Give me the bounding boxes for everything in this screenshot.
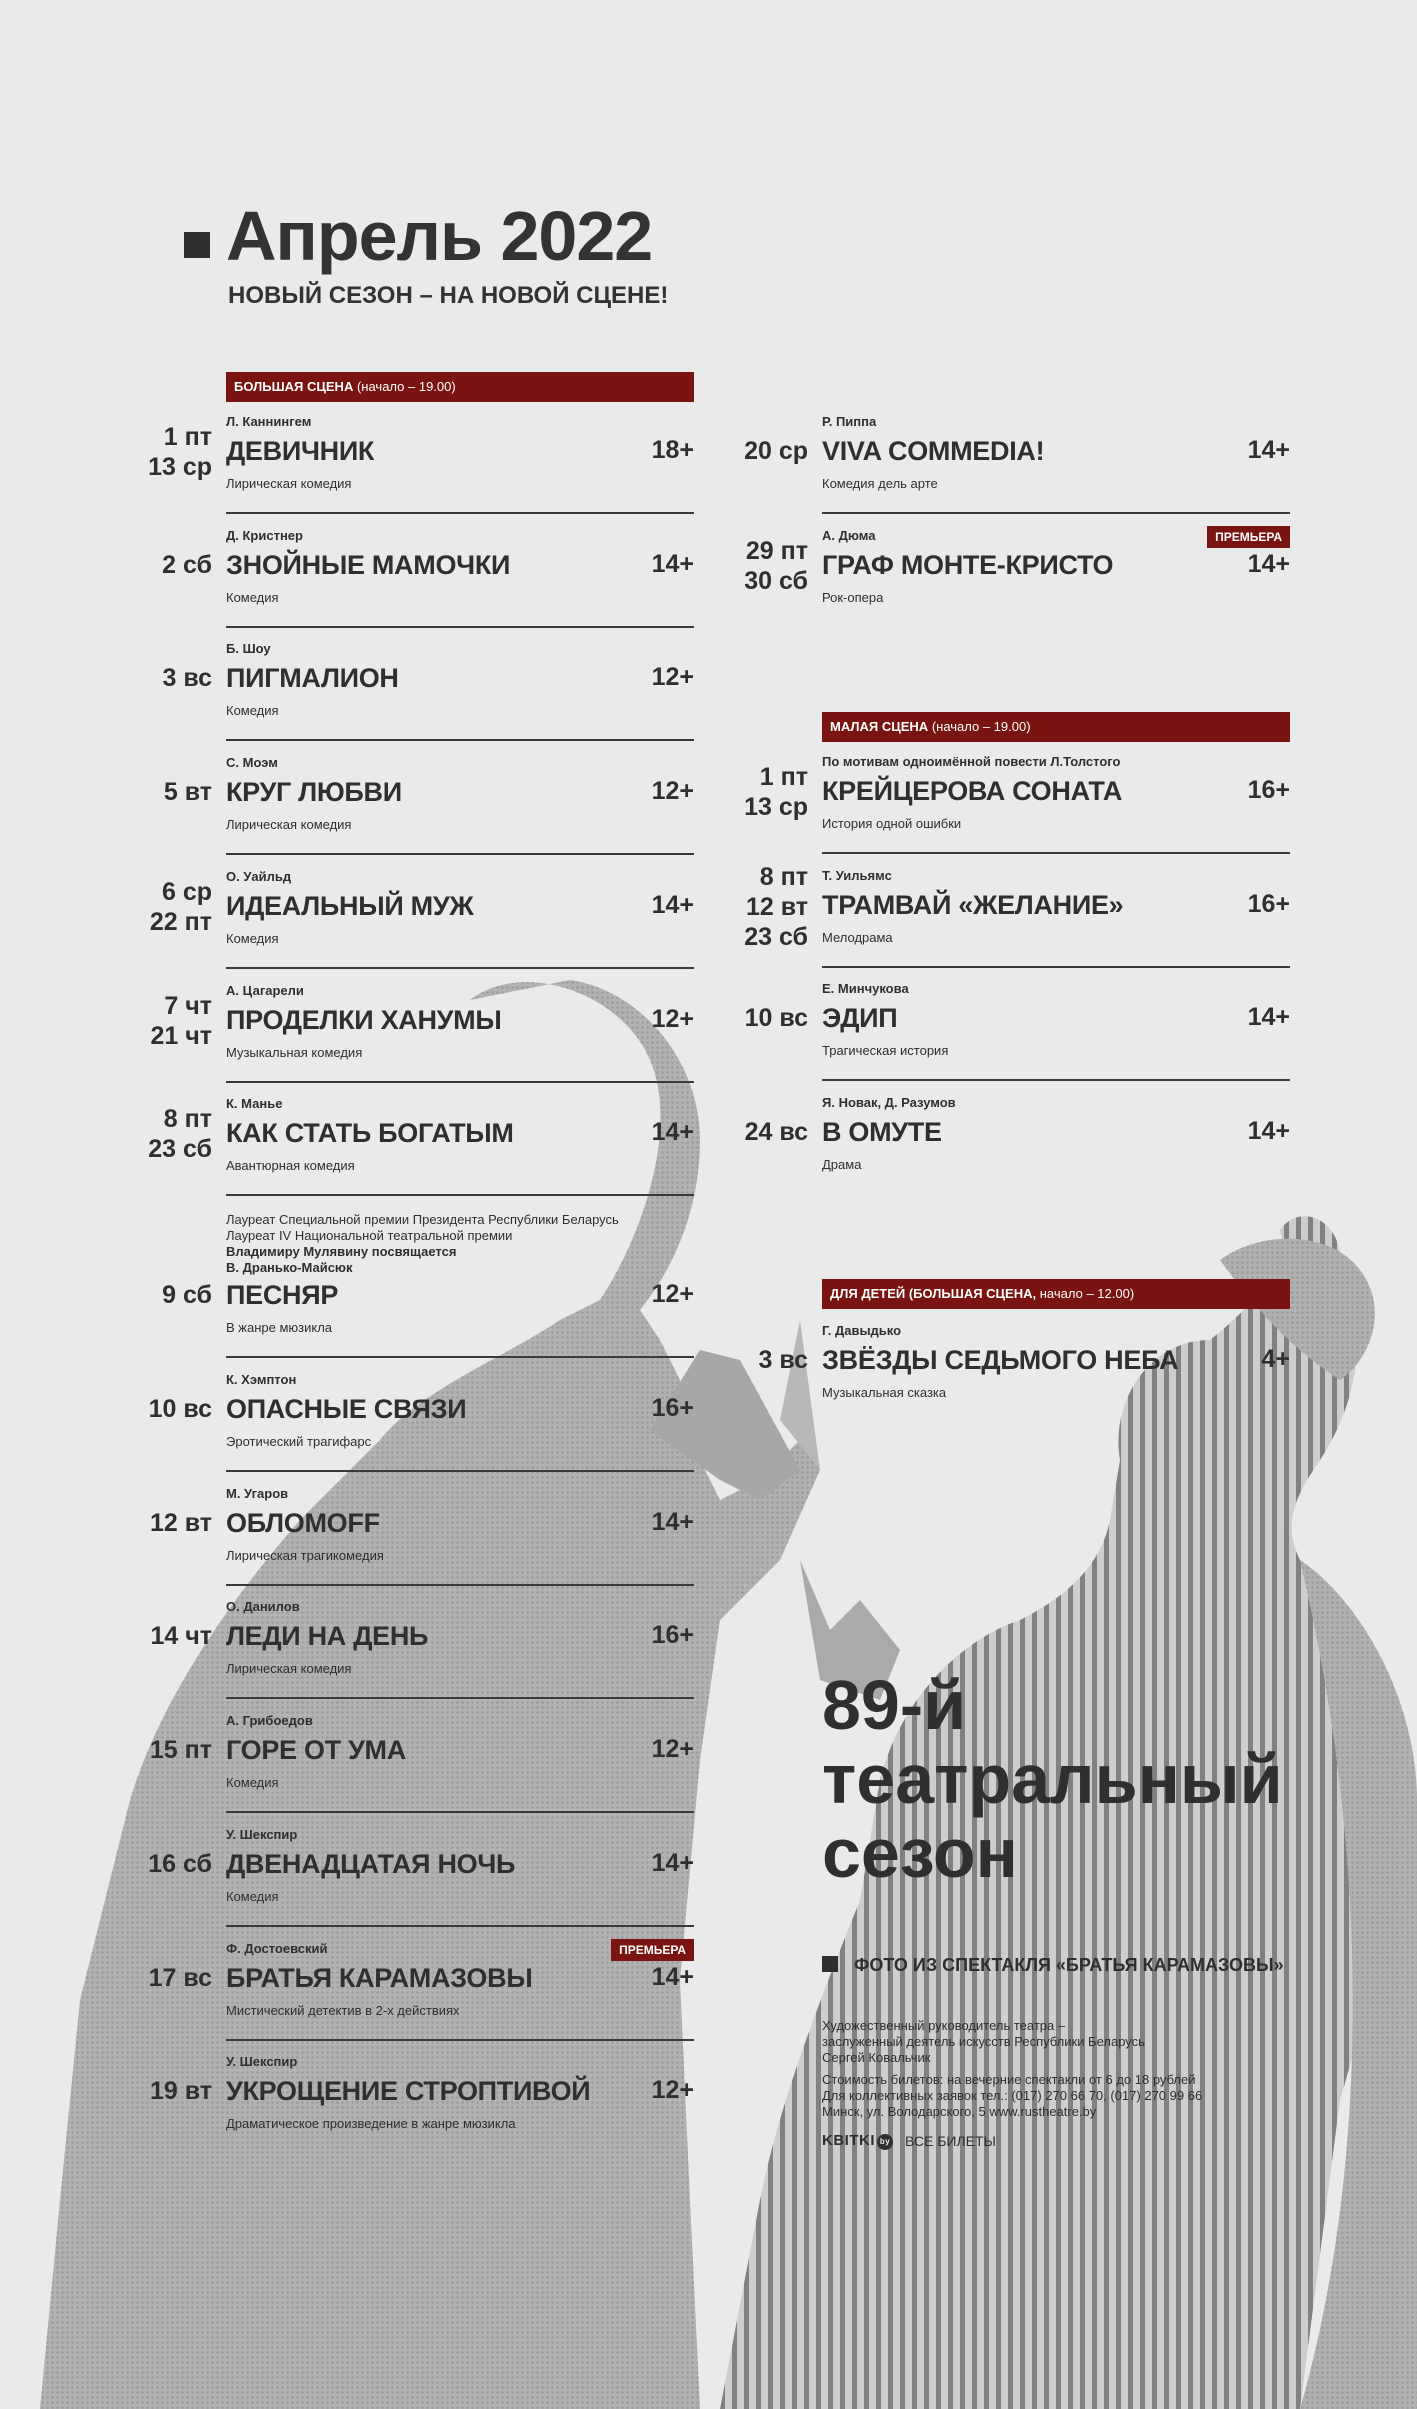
entry-title: ОПАСНЫЕ СВЯЗИ <box>226 1394 467 1424</box>
entry-dates <box>688 1117 808 1147</box>
entry-date: 12 вт <box>149 1508 212 1537</box>
schedule-entry <box>149 855 694 969</box>
entry-author: Т. Уильямс <box>822 867 892 883</box>
schedule-entry <box>148 1082 694 1196</box>
entry-genre: В жанре мюзикла <box>226 1320 333 1335</box>
page-subtitle: НОВЫЙ СЕЗОН – НА НОВОЙ СЦЕНЕ! <box>228 282 669 309</box>
entry-author: А. Дюма <box>822 527 876 543</box>
info-line: Минск, ул. Володарского, 5 www.rustheatre.by <box>822 2104 1097 2119</box>
entry-date: 13 ср <box>744 793 808 821</box>
entry-author: М. Угаров <box>226 1485 289 1501</box>
entry-age: 14+ <box>651 1962 694 1991</box>
entry-age: 14+ <box>651 890 694 919</box>
entry-age: 4+ <box>1261 1345 1290 1373</box>
entry-title: В ОМУТЕ <box>822 1117 942 1148</box>
entry-age: 14+ <box>651 1848 694 1877</box>
entry-author: К. Хэмптон <box>226 1372 297 1387</box>
entry-dates <box>92 1849 212 1879</box>
entry-genre: Комедия дель арте <box>822 476 938 491</box>
contact-info <box>822 2072 1202 2120</box>
schedule-entry <box>149 1699 694 1813</box>
entry-author: О. Уайльд <box>226 868 292 884</box>
entry-age: 12+ <box>651 2076 694 2105</box>
entry-date: 16 сб <box>148 1849 212 1878</box>
section-big-stage <box>226 372 694 402</box>
director-info <box>822 2018 1202 2066</box>
entry-genre: Комедия <box>226 930 279 946</box>
section-kids <box>822 1279 1290 1309</box>
photo-caption-text: ФОТО ИЗ СПЕКТАКЛЯ «БРАТЬЯ КАРАМАЗОВЫ» <box>854 1955 1284 1975</box>
season-heading <box>822 1668 1283 1890</box>
entry-title: КРЕЙЦЕРОВА СОНАТА <box>822 776 1123 806</box>
entry-title: ПЕСНЯР <box>226 1280 339 1310</box>
section-small-stage <box>822 712 1290 742</box>
entry-date: 24 вс <box>744 1118 808 1147</box>
entry-date: 6 ср <box>161 877 212 906</box>
entry-dates <box>688 1003 808 1033</box>
entry-dates <box>92 1280 212 1310</box>
entry-title: ТРАМВАЙ «ЖЕЛАНИЕ» <box>822 889 1124 920</box>
entry-age: 16+ <box>651 1621 694 1650</box>
entry-title: ИДЕАЛЬНЫЙ МУЖ <box>226 890 474 921</box>
entry-dates <box>92 877 212 937</box>
kvitki-logo[interactable] <box>822 2132 893 2150</box>
entry-author: Р. Пиппа <box>822 414 877 429</box>
entry-date: 29 пт <box>745 536 808 565</box>
entry-author: С. Моэм <box>226 755 278 771</box>
schedule-entry <box>744 514 1290 628</box>
entry-genre: Лирическая комедия <box>226 1661 352 1677</box>
entry-date: 23 сб <box>744 922 808 951</box>
entry-date: 2 сб <box>162 550 212 579</box>
info-line: Сергей Ковальчик <box>822 2050 931 2065</box>
all-tickets-logo[interactable]: ВСЕ БИЛЕТЫ <box>905 2133 996 2149</box>
entry-age: 14+ <box>1247 436 1290 464</box>
info-line: Художественный руководитель театра – <box>822 2018 1066 2033</box>
entry-age: 16+ <box>651 1394 694 1422</box>
entry-author: Ф. Достоевский <box>226 1940 328 1956</box>
schedule-entry <box>744 854 1290 968</box>
entry-dates <box>92 2076 212 2106</box>
entry-age: 14+ <box>651 1507 694 1536</box>
entry-date: 1 пт <box>163 423 212 451</box>
schedule-entry-pesnyar <box>162 1196 694 1358</box>
entry-author: О. Данилов <box>226 1599 300 1615</box>
entry-date: 14 чт <box>150 1622 212 1651</box>
entry-genre: История одной ошибки <box>822 816 962 831</box>
entry-genre: Комедия <box>226 1775 279 1791</box>
entry-dates <box>688 762 808 822</box>
entry-title: КАК СТАТЬ БОГАТЫМ <box>226 1118 514 1149</box>
entry-genre: Комедия <box>226 1888 279 1904</box>
kvitki-logo-text: KBITKI <box>822 2132 875 2149</box>
entry-title: ПИГМАЛИОН <box>226 663 399 694</box>
entry-genre: Авантюрная комедия <box>226 1158 355 1174</box>
schedule-entry <box>148 1813 694 1927</box>
schedule-entry <box>149 2040 694 2154</box>
schedule-entry <box>150 1585 694 1699</box>
entry-title: УКРОЩЕНИЕ СТРОПТИВОЙ <box>226 2076 591 2107</box>
schedule-entry <box>758 1309 1290 1423</box>
entry-date: 10 вс <box>744 1004 808 1033</box>
entry-author: А. Цагарели <box>226 982 304 998</box>
entry-age: 12+ <box>651 777 694 806</box>
section-label: МАЛАЯ СЦЕНА <box>830 719 929 734</box>
entry-dates <box>688 536 808 596</box>
kvitki-by-badge: by <box>877 2134 893 2150</box>
entry-age: 12+ <box>651 1735 694 1764</box>
entry-title: ПРОДЕЛКИ ХАНУМЫ <box>226 1004 502 1035</box>
entry-dates <box>92 991 212 1051</box>
entry-age: 14+ <box>651 549 694 578</box>
entry-date: 8 пт <box>759 862 808 891</box>
entry-dates <box>92 1735 212 1765</box>
season-line: 89-й <box>822 1666 967 1744</box>
entry-genre: Мистический детектив в 2-х действиях <box>226 2002 460 2018</box>
entry-author: Е. Минчукова <box>822 981 909 997</box>
schedule-entry <box>162 514 694 628</box>
entry-dates <box>92 777 212 807</box>
entry-age: 12+ <box>651 1004 694 1033</box>
entry-author: По мотивам одноимённой повести Л.Толстого <box>822 754 1121 769</box>
season-line: театральный <box>822 1740 1283 1818</box>
schedule-entry <box>148 1927 694 2041</box>
schedule-entry <box>148 1358 694 1472</box>
entry-genre: Комедия <box>226 589 279 605</box>
entry-title: ЭДИП <box>822 1003 898 1034</box>
entry-dates <box>92 1963 212 1993</box>
schedule-entry <box>744 1081 1290 1195</box>
entry-date: 3 вс <box>162 664 212 693</box>
laureate-line: Лауреат Специальной премии Президента Республики Беларусь <box>226 1212 619 1227</box>
entry-genre: Лирическая комедия <box>226 476 352 491</box>
laureate-text <box>226 1212 619 1276</box>
entry-author: Г. Давыдько <box>822 1323 902 1338</box>
entry-author: У. Шекспир <box>226 1826 298 1842</box>
entry-age: 14+ <box>1247 1003 1290 1032</box>
entry-date: 9 сб <box>162 1281 212 1309</box>
entry-title: БРАТЬЯ КАРАМАЗОВЫ <box>226 1962 533 1993</box>
entry-age: 12+ <box>651 1280 694 1308</box>
entry-age: 16+ <box>1247 776 1290 804</box>
page-title: Апрель 2022 <box>226 197 653 275</box>
entry-date: 8 пт <box>163 1105 212 1134</box>
schedule-entry <box>162 627 694 741</box>
premiere-badge: ПРЕМЬЕРА <box>611 1939 694 1961</box>
entry-date: 30 сб <box>744 566 808 595</box>
entry-date: 12 вт <box>745 892 808 921</box>
entry-title: ГОРЕ ОТ УМА <box>226 1735 406 1766</box>
section-note: (начало – 19.00) <box>356 379 456 394</box>
entry-author: К. Манье <box>226 1096 283 1112</box>
info-line: заслуженный деятель искусств Республики Беларусь <box>822 2034 1145 2049</box>
dedication: Владимиру Мулявину посвящается <box>226 1244 457 1259</box>
schedule-entry <box>163 741 694 855</box>
entry-genre: Лирическая комедия <box>226 817 352 833</box>
entry-age: 14+ <box>651 1118 694 1147</box>
section-note: (начало – 19.00) <box>931 719 1031 734</box>
entry-title: КРУГ ЛЮБВИ <box>226 777 402 808</box>
entry-dates <box>92 1394 212 1424</box>
entry-date: 23 сб <box>148 1135 212 1164</box>
entry-author: Л. Каннингем <box>226 414 312 429</box>
entry-dates <box>688 862 808 952</box>
entry-genre: Музыкальная сказка <box>822 1385 947 1400</box>
section-label: ДЛЯ ДЕТЕЙ (БОЛЬШАЯ СЦЕНА, <box>830 1286 1037 1301</box>
entry-age: 12+ <box>651 663 694 692</box>
section-label: БОЛЬШАЯ СЦЕНА <box>234 379 354 394</box>
entry-title: ЛЕДИ НА ДЕНЬ <box>226 1621 429 1652</box>
entry-date: 10 вс <box>148 1395 212 1423</box>
photo-caption <box>822 1955 1284 1976</box>
entry-author: У. Шекспир <box>226 2054 298 2070</box>
entry-date: 22 пт <box>149 907 212 936</box>
entry-dates <box>92 550 212 580</box>
entry-genre: Драма <box>822 1157 862 1173</box>
entry-dates <box>92 1104 212 1164</box>
section-note: начало – 12.00) <box>1039 1286 1135 1301</box>
entry-date: 19 вт <box>149 2077 212 2106</box>
entry-dates <box>92 1508 212 1538</box>
entry-author: Б. Шоу <box>226 641 271 657</box>
entry-title: ДВЕНАДЦАТАЯ НОЧЬ <box>226 1848 516 1879</box>
entry-genre: Музыкальная комедия <box>226 1044 363 1060</box>
entry-date: 3 вс <box>758 1346 808 1374</box>
entry-dates <box>92 1621 212 1651</box>
entry-age: 14+ <box>1247 549 1290 578</box>
entry-title: VIVA COMMEDIA! <box>822 436 1045 466</box>
season-line: сезон <box>822 1814 1018 1892</box>
schedule-entry <box>744 400 1290 514</box>
entry-date: 1 пт <box>759 763 808 791</box>
entry-title: ЗНОЙНЫЕ МАМОЧКИ <box>226 549 511 580</box>
entry-age: 14+ <box>1247 1117 1290 1146</box>
entry-author: А. Грибоедов <box>226 1713 313 1729</box>
entry-author: Д. Кристнер <box>226 527 303 543</box>
entry-genre: Мелодрама <box>822 929 893 945</box>
info-line: Стоимость билетов: на вечерние спектакли от 6 до 18 рублей <box>822 2072 1196 2087</box>
schedule-entry <box>149 1472 694 1586</box>
entry-title: ДЕВИЧНИК <box>226 436 375 466</box>
entry-author: В. Дранько-Майсюк <box>226 1260 353 1275</box>
entry-date: 17 вс <box>148 1963 212 1992</box>
schedule-entry <box>744 740 1290 854</box>
entry-author: Я. Новак, Д. Разумов <box>822 1095 956 1111</box>
entry-title: ЗВЁЗДЫ СЕДЬМОГО НЕБА <box>822 1345 1179 1375</box>
laureate-line: Лауреат IV Национальной театральной премии <box>226 1228 513 1243</box>
entry-date: 13 ср <box>148 453 212 481</box>
entry-dates <box>688 436 808 466</box>
entry-genre: Комедия <box>226 703 279 719</box>
entry-genre: Трагическая история <box>822 1043 949 1059</box>
schedule-entry <box>744 967 1290 1081</box>
entry-date: 20 ср <box>744 437 808 465</box>
entry-genre: Эротический трагифарс <box>226 1434 372 1449</box>
entry-title: ГРАФ МОНТЕ-КРИСТО <box>822 549 1114 580</box>
caption-square-marker <box>822 1956 838 1972</box>
schedule-entry <box>148 400 694 514</box>
entry-genre: Рок-опера <box>822 589 884 605</box>
premiere-badge: ПРЕМЬЕРА <box>1207 526 1290 548</box>
schedule-entry <box>150 969 694 1083</box>
entry-date: 5 вт <box>163 778 212 807</box>
title-square-marker <box>184 232 210 258</box>
entry-dates <box>688 1345 808 1375</box>
entry-age: 16+ <box>1247 889 1290 918</box>
info-line: Для коллективных заявок тел.: (017) 270 66 70, (017) 270 99 66 <box>822 2088 1203 2103</box>
entry-date: 21 чт <box>150 1021 212 1050</box>
entry-dates <box>92 663 212 693</box>
ticket-logos <box>822 2132 996 2150</box>
theatre-info <box>822 2018 1202 2126</box>
entry-date: 7 чт <box>164 991 212 1020</box>
entry-genre: Лирическая трагикомедия <box>226 1547 384 1563</box>
entry-dates <box>92 422 212 482</box>
entry-age: 18+ <box>651 436 694 464</box>
entry-title: ОБЛОМOFF <box>226 1507 380 1538</box>
entry-date: 15 пт <box>149 1736 212 1765</box>
entry-genre: Драматическое произведение в жанре мюзикла <box>226 2116 516 2132</box>
